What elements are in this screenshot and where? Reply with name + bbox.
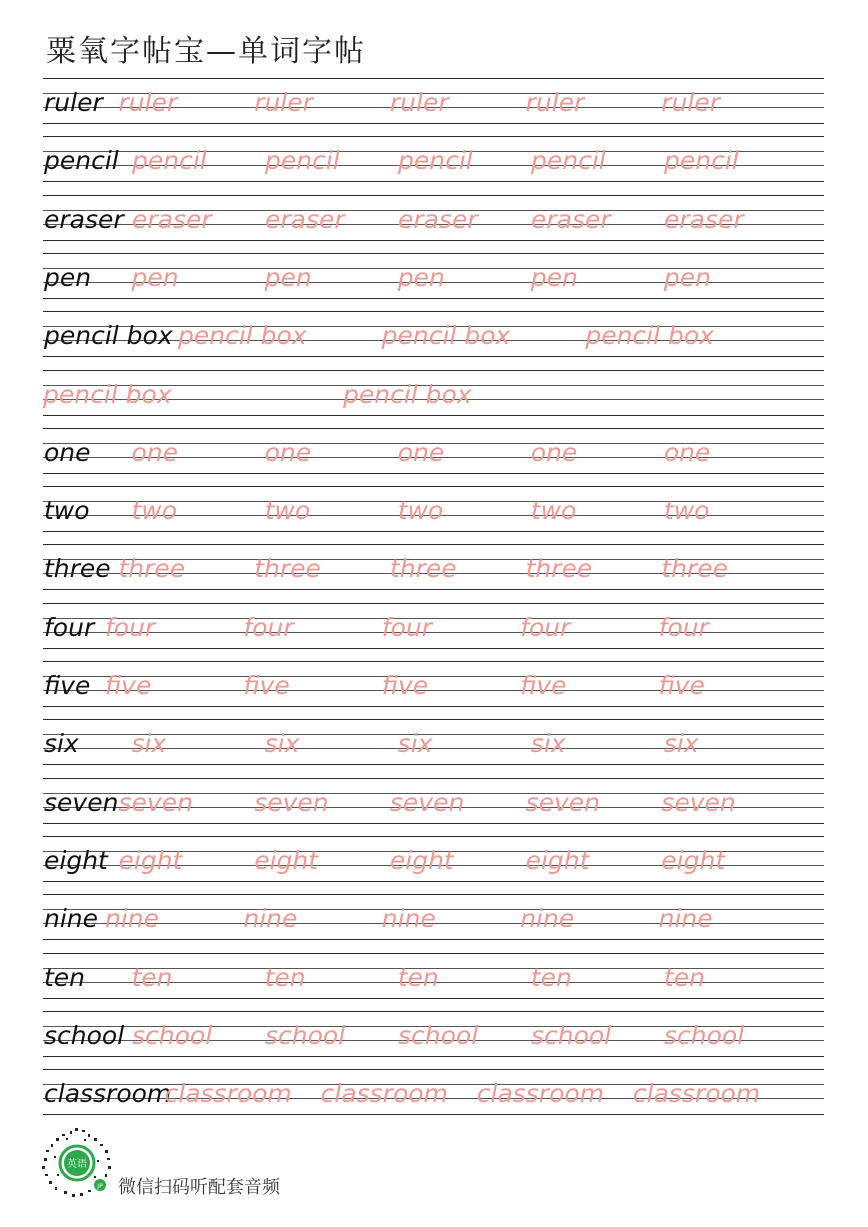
trace-word: school <box>132 1020 213 1050</box>
trace-word: pencil box <box>178 321 307 351</box>
writing-row <box>43 778 824 824</box>
trace-word: ruler <box>254 88 313 117</box>
trace-word: eight <box>254 845 319 875</box>
writing-row <box>43 953 824 999</box>
trace-word: four <box>381 612 433 642</box>
trace-word: eraser <box>398 204 478 234</box>
trace-word: eraser <box>265 204 345 234</box>
trace-word: pencil box <box>585 321 714 351</box>
writing-row <box>43 836 824 882</box>
qr-badge-text: 英语 <box>67 1159 87 1170</box>
writing-row <box>43 544 824 590</box>
trace-word: five <box>381 671 429 700</box>
trace-word: eraser <box>664 204 744 234</box>
trace-word: school <box>398 1020 479 1050</box>
trace-word: pencil box <box>343 379 472 409</box>
trace-word: pencil <box>664 146 739 176</box>
writing-row <box>43 428 824 474</box>
trace-word: one <box>397 437 445 467</box>
trace-word: nine <box>520 904 575 934</box>
trace-word: seven <box>118 787 193 817</box>
trace-word: classroom <box>320 1079 448 1109</box>
trace-word: pencil <box>265 146 340 176</box>
trace-word: six <box>264 729 300 759</box>
trace-word: ruler <box>661 88 721 117</box>
trace-word: pen <box>530 262 578 292</box>
trace-word: one <box>131 437 179 467</box>
trace-word: school <box>664 1020 745 1050</box>
writing-row <box>43 136 824 182</box>
trace-word: ruler <box>525 88 585 117</box>
writing-row <box>43 1011 824 1057</box>
trace-word: eight <box>661 845 726 875</box>
trace-word: seven <box>661 787 736 817</box>
writing-row <box>43 603 824 649</box>
qr-code-icon <box>42 1128 112 1198</box>
trace-word: five <box>658 671 705 700</box>
writing-row <box>43 370 824 416</box>
model-word: eight <box>44 845 108 875</box>
trace-word: classroom <box>476 1079 605 1109</box>
model-word: four <box>44 612 95 642</box>
trace-word: pen <box>131 262 179 292</box>
page-title: 粟氧字帖宝—单词字帖 <box>46 34 366 69</box>
writing-row <box>43 78 824 124</box>
model-word: ten <box>44 962 86 992</box>
trace-word: five <box>105 671 152 700</box>
model-word: school <box>44 1020 125 1050</box>
trace-word: ruler <box>389 88 449 117</box>
trace-word: ten <box>530 962 572 992</box>
trace-word: three <box>254 554 321 584</box>
qr-small-text: JP <box>97 1183 103 1190</box>
trace-word: school <box>265 1020 346 1050</box>
trace-word: two <box>663 496 710 526</box>
model-word: pencil box <box>44 321 173 351</box>
trace-word: four <box>658 612 709 642</box>
trace-word: eraser <box>132 204 212 234</box>
trace-word: ten <box>663 962 705 992</box>
model-word: two <box>44 496 90 526</box>
trace-word: pen <box>663 262 711 292</box>
writing-row <box>43 486 824 532</box>
trace-word: two <box>131 496 178 526</box>
trace-word: pencil box <box>381 321 511 351</box>
model-word: five <box>44 671 91 700</box>
trace-word: pencil <box>132 146 207 176</box>
model-word: six <box>44 729 79 759</box>
model-word: nine <box>44 904 99 934</box>
trace-word: ten <box>397 962 439 992</box>
trace-word: four <box>520 612 571 642</box>
trace-word: two <box>530 496 577 526</box>
model-word: eraser <box>44 204 124 234</box>
model-word: pencil <box>44 146 119 176</box>
trace-word: ten <box>131 962 173 992</box>
trace-word: six <box>530 729 566 759</box>
trace-word: four <box>243 612 294 642</box>
model-word: pen <box>44 262 92 292</box>
trace-word: eraser <box>531 204 611 234</box>
trace-word: pencil <box>398 146 473 176</box>
writing-row <box>43 195 824 241</box>
trace-word: five <box>243 671 290 700</box>
model-word: one <box>44 437 91 467</box>
trace-word: pen <box>264 262 312 292</box>
footer-caption: 微信扫码听配套音频 <box>118 1177 280 1198</box>
trace-word: seven <box>525 787 601 817</box>
trace-word: three <box>118 554 186 584</box>
trace-word: eight <box>389 845 454 875</box>
trace-word: nine <box>243 904 298 934</box>
writing-row <box>43 719 824 765</box>
trace-word: six <box>131 729 167 759</box>
trace-word: seven <box>389 787 465 817</box>
model-word: three <box>44 554 111 584</box>
model-word: classroom <box>44 1079 172 1109</box>
writing-row <box>43 894 824 940</box>
trace-word: seven <box>254 787 329 817</box>
trace-word: ten <box>264 962 306 992</box>
trace-word: one <box>530 437 578 467</box>
trace-word: eight <box>525 845 590 875</box>
trace-word: three <box>661 554 728 584</box>
trace-word: three <box>389 554 457 584</box>
trace-word: one <box>663 437 711 467</box>
model-word: seven <box>44 787 119 817</box>
writing-row <box>43 311 824 357</box>
trace-word: six <box>663 729 699 759</box>
trace-word: ruler <box>118 88 178 117</box>
writing-row <box>43 253 824 299</box>
trace-word: four <box>105 612 156 642</box>
trace-word: pencil <box>531 146 606 176</box>
writing-row <box>43 1069 824 1115</box>
trace-word: two <box>264 496 311 526</box>
trace-word: nine <box>658 904 713 934</box>
trace-word: classroom <box>632 1079 761 1109</box>
trace-word: nine <box>381 904 436 934</box>
trace-word: five <box>520 671 567 700</box>
trace-word: eight <box>118 845 183 875</box>
trace-word: classroom <box>164 1079 292 1109</box>
trace-word: two <box>397 496 444 526</box>
model-word: ruler <box>44 88 103 117</box>
trace-word: nine <box>105 904 160 934</box>
trace-word: three <box>525 554 593 584</box>
writing-row <box>43 661 824 707</box>
trace-word: six <box>397 729 433 759</box>
trace-word: one <box>264 437 312 467</box>
trace-word: school <box>531 1020 612 1050</box>
trace-word: pen <box>397 262 445 292</box>
trace-word: pencil box <box>43 379 172 409</box>
